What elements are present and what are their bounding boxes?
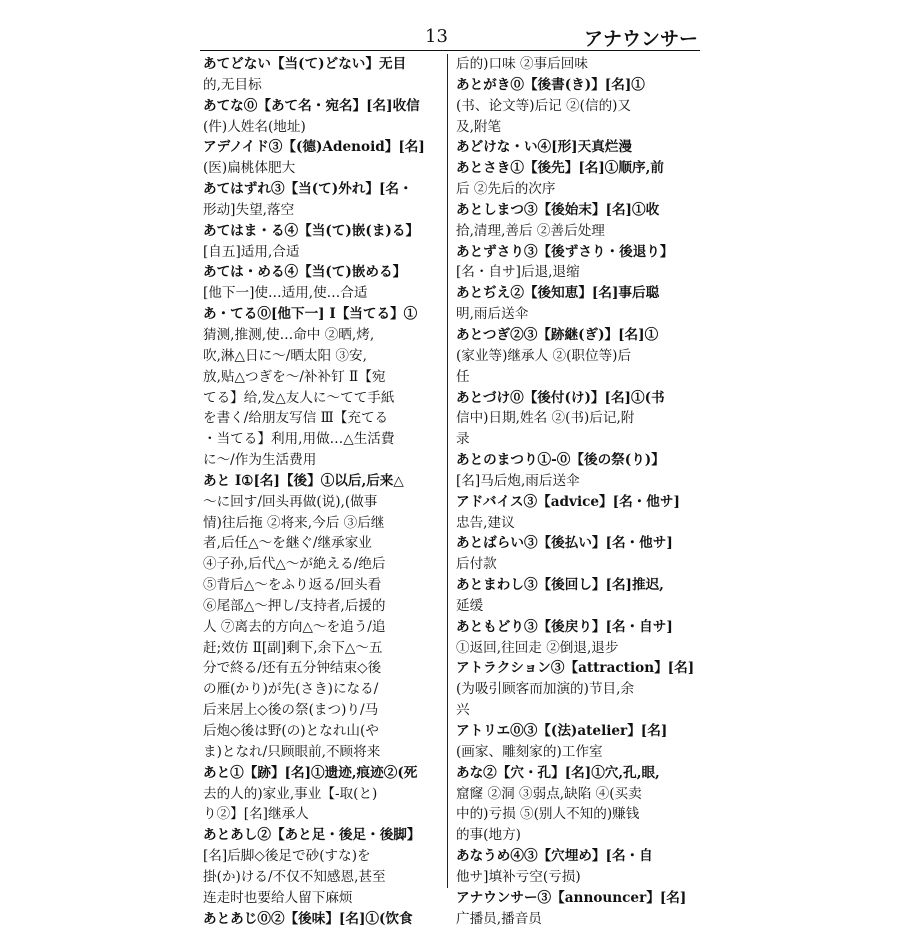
entry-line: 的,无目标 <box>203 76 262 93</box>
entry-line: 中的)亏损 ⑤(别人不知的)赚钱 <box>456 806 640 823</box>
entry-headline: あと Ⅰ①[名]【後】①以后,后来△ <box>203 472 404 489</box>
entry-line: (件)人姓名(地址) <box>203 118 306 135</box>
entry-headline: アナウンサー③【announcer】[名] <box>456 889 687 906</box>
entry-line: 的事(地方) <box>456 827 521 844</box>
entry-line: [名]后脚◇後足で砂(すな)を <box>203 848 371 865</box>
entry-headline: あとずさり③【後ずさり・後退り】 <box>456 243 674 260</box>
entry-line: を書く/给朋友写信 Ⅲ【充てる <box>203 410 389 427</box>
entry-line: [自五]适用,合适 <box>203 243 300 260</box>
entry-line: 后的)口味 ②事后回味 <box>456 56 588 72</box>
entry-headline: あとあし②【あと足・後足・後脚】 <box>203 827 421 844</box>
entry-headline: あとつぎ②③【跡継(ぎ)】[名]① <box>456 326 659 343</box>
entry-line: 去的人的)家业,事业【-取(と) <box>203 785 378 802</box>
entry-headline: あ・てる⓪[他下一] Ⅰ【当てる】① <box>203 306 418 323</box>
page-number: 13 <box>425 26 448 47</box>
entry-line: 赶;效仿 Ⅱ[副]剩下,余下△～五 <box>203 639 383 656</box>
entry-line: 信中)日期,姓名 ②(书)后记,附 <box>456 410 635 427</box>
entry-line: 忠告,建议 <box>456 514 515 531</box>
entry-line: 后 ②先后的次序 <box>456 181 556 198</box>
entry-line: 分で終る/还有五分钟结束◇後 <box>203 660 382 677</box>
entry-headline: あては・める④【当(て)嵌める】 <box>203 264 407 281</box>
entry-line: てる】给,发△友人に～てて手紙 <box>203 389 395 406</box>
entry-headline: アトラクション③【attraction】[名] <box>456 660 695 677</box>
entry-line: 兴 <box>456 702 470 719</box>
entry-line: 后来居上◇後の祭(まつ)り/马 <box>203 702 379 719</box>
entry-headline: あとしまつ③【後始末】[名]①收 <box>456 201 660 218</box>
entry-headline: あともどり③【後戻り】[名・自サ] <box>456 618 673 635</box>
entry-line: 掛(か)ける/不仅不知感恩,甚至 <box>203 868 386 885</box>
entry-line: 连走时也要给人留下麻烦 <box>203 889 353 906</box>
entry-headline: あとまわし③【後回し】[名]推迟, <box>456 577 664 594</box>
left-column <box>203 54 443 929</box>
entry-line: (家业等)继承人 ②(职位等)后 <box>456 347 632 364</box>
entry-line: (画家、雕刻家的)工作室 <box>456 743 603 760</box>
entry-line: り②】[名]继承人 <box>203 806 309 823</box>
entry-line: ま)となれ/只顾眼前,不顾将来 <box>203 743 381 760</box>
entry-line: 任 <box>456 368 470 385</box>
entry-line: 延缓 <box>456 597 484 614</box>
entry-headline: あどけな・い④[形]天真烂漫 <box>456 139 632 156</box>
entry-headline: アドバイス③【advice】[名・他サ] <box>456 493 680 510</box>
entry-headline: あと①【跡】[名]①遗迹,痕迹②(死 <box>203 764 418 781</box>
entry-line: 形动]失望,落空 <box>203 201 295 218</box>
entry-line: 吹,淋△日に～/晒太阳 ③安, <box>203 347 367 364</box>
entry-line: 人 ⑦离去的方向△～を追う/追 <box>203 618 386 635</box>
entry-line: 他サ]填补亏空(亏损) <box>456 868 581 885</box>
entry-line: ⑤背后△～をふり返る/回头看 <box>203 577 382 594</box>
entry-headline: あとあじ⓪②【後味】[名]①(饮食 <box>203 910 413 927</box>
entry-line: 者,后任△～を継ぐ/继承家业 <box>203 535 372 552</box>
entry-line: (医)扁桃体肥大 <box>203 160 296 177</box>
entry-line: 及,附笔 <box>456 118 502 135</box>
entry-line: 窟窿 ②洞 ③弱点,缺陷 ④(买卖 <box>456 785 642 802</box>
entry-line: 放,贴△つぎを～/补补钉 Ⅱ【宛 <box>203 368 386 385</box>
entry-line: 情)往后拖 ②将来,今后 ③后继 <box>203 514 385 531</box>
entry-line: ⑥尾部△～押し/支持者,后援的 <box>203 597 386 614</box>
entry-line: 猜测,推测,使…命中 ②晒,烤, <box>203 326 375 343</box>
entry-line: 广播员,播音员 <box>456 910 542 927</box>
entry-headline: あてな⓪【あて名・宛名】[名]收信 <box>203 97 420 114</box>
entry-line: [他下一]使…适用,使…合适 <box>203 285 368 302</box>
entry-line: ④子孙,后代△～が絶える/绝后 <box>203 556 386 573</box>
running-head: アナウンサー <box>583 28 698 50</box>
entry-headline: あとがき⓪【後書(き)】[名]① <box>456 76 645 93</box>
entry-line: 拾,清理,善后 ②善后处理 <box>456 222 605 239</box>
entry-line: の雁(かり)が先(さき)になる/ <box>203 681 379 698</box>
entry-line: ①返回,往回走 ②倒退,退步 <box>456 639 619 656</box>
entry-line: に～/作为生活费用 <box>203 452 317 469</box>
entry-headline: あてはま・る④【当(て)嵌(ま)る】 <box>203 222 420 239</box>
entry-line: ・当てる】利用,用做…△生活費 <box>203 431 395 448</box>
entry-headline: あとさき①【後先】[名]①顺序,前 <box>456 160 664 177</box>
right-column <box>456 54 696 929</box>
entry-headline: あとばらい③【後払い】[名・他サ] <box>456 535 673 552</box>
entry-line: [名・自サ]后退,退缩 <box>456 264 580 281</box>
entry-line: (书、论文等)后记 ②(信的)又 <box>456 97 632 114</box>
entry-line: ～に回す/回头再做(说),(做事 <box>203 493 378 510</box>
entry-headline: あてはずれ③【当(て)外れ】[名・ <box>203 181 413 198</box>
entry-line: 后炮◇後は野(の)となれ山(や <box>203 723 379 739</box>
entry-headline: アデノイド③【(德)Adenoid】[名] <box>203 139 425 156</box>
entry-headline: あとぢえ②【後知恵】[名]事后聪 <box>456 285 660 302</box>
entry-line: (为吸引顾客而加演的)节目,余 <box>456 681 635 698</box>
entry-headline: あなうめ④③【穴埋め】[名・自 <box>456 848 653 865</box>
entry-headline: あな②【穴・孔】[名]①穴,孔,眼, <box>456 764 660 781</box>
entry-line: 录 <box>456 431 470 448</box>
entry-headline: あてどない【当(て)どない】无目 <box>203 56 407 72</box>
column-divider <box>447 54 448 888</box>
entry-line: [名]马后炮,雨后送伞 <box>456 472 580 489</box>
header-rule <box>200 50 700 51</box>
entry-line: 明,雨后送伞 <box>456 306 529 323</box>
entry-headline: アトリエ⓪③【(法)atelier】[名] <box>456 723 668 739</box>
entry-headline: あとづけ⓪【後付(け)】[名]①(书 <box>456 389 665 406</box>
entry-headline: あとのまつり①-⓪【後の祭(り)】 <box>456 452 665 469</box>
entry-line: 后付款 <box>456 556 497 573</box>
